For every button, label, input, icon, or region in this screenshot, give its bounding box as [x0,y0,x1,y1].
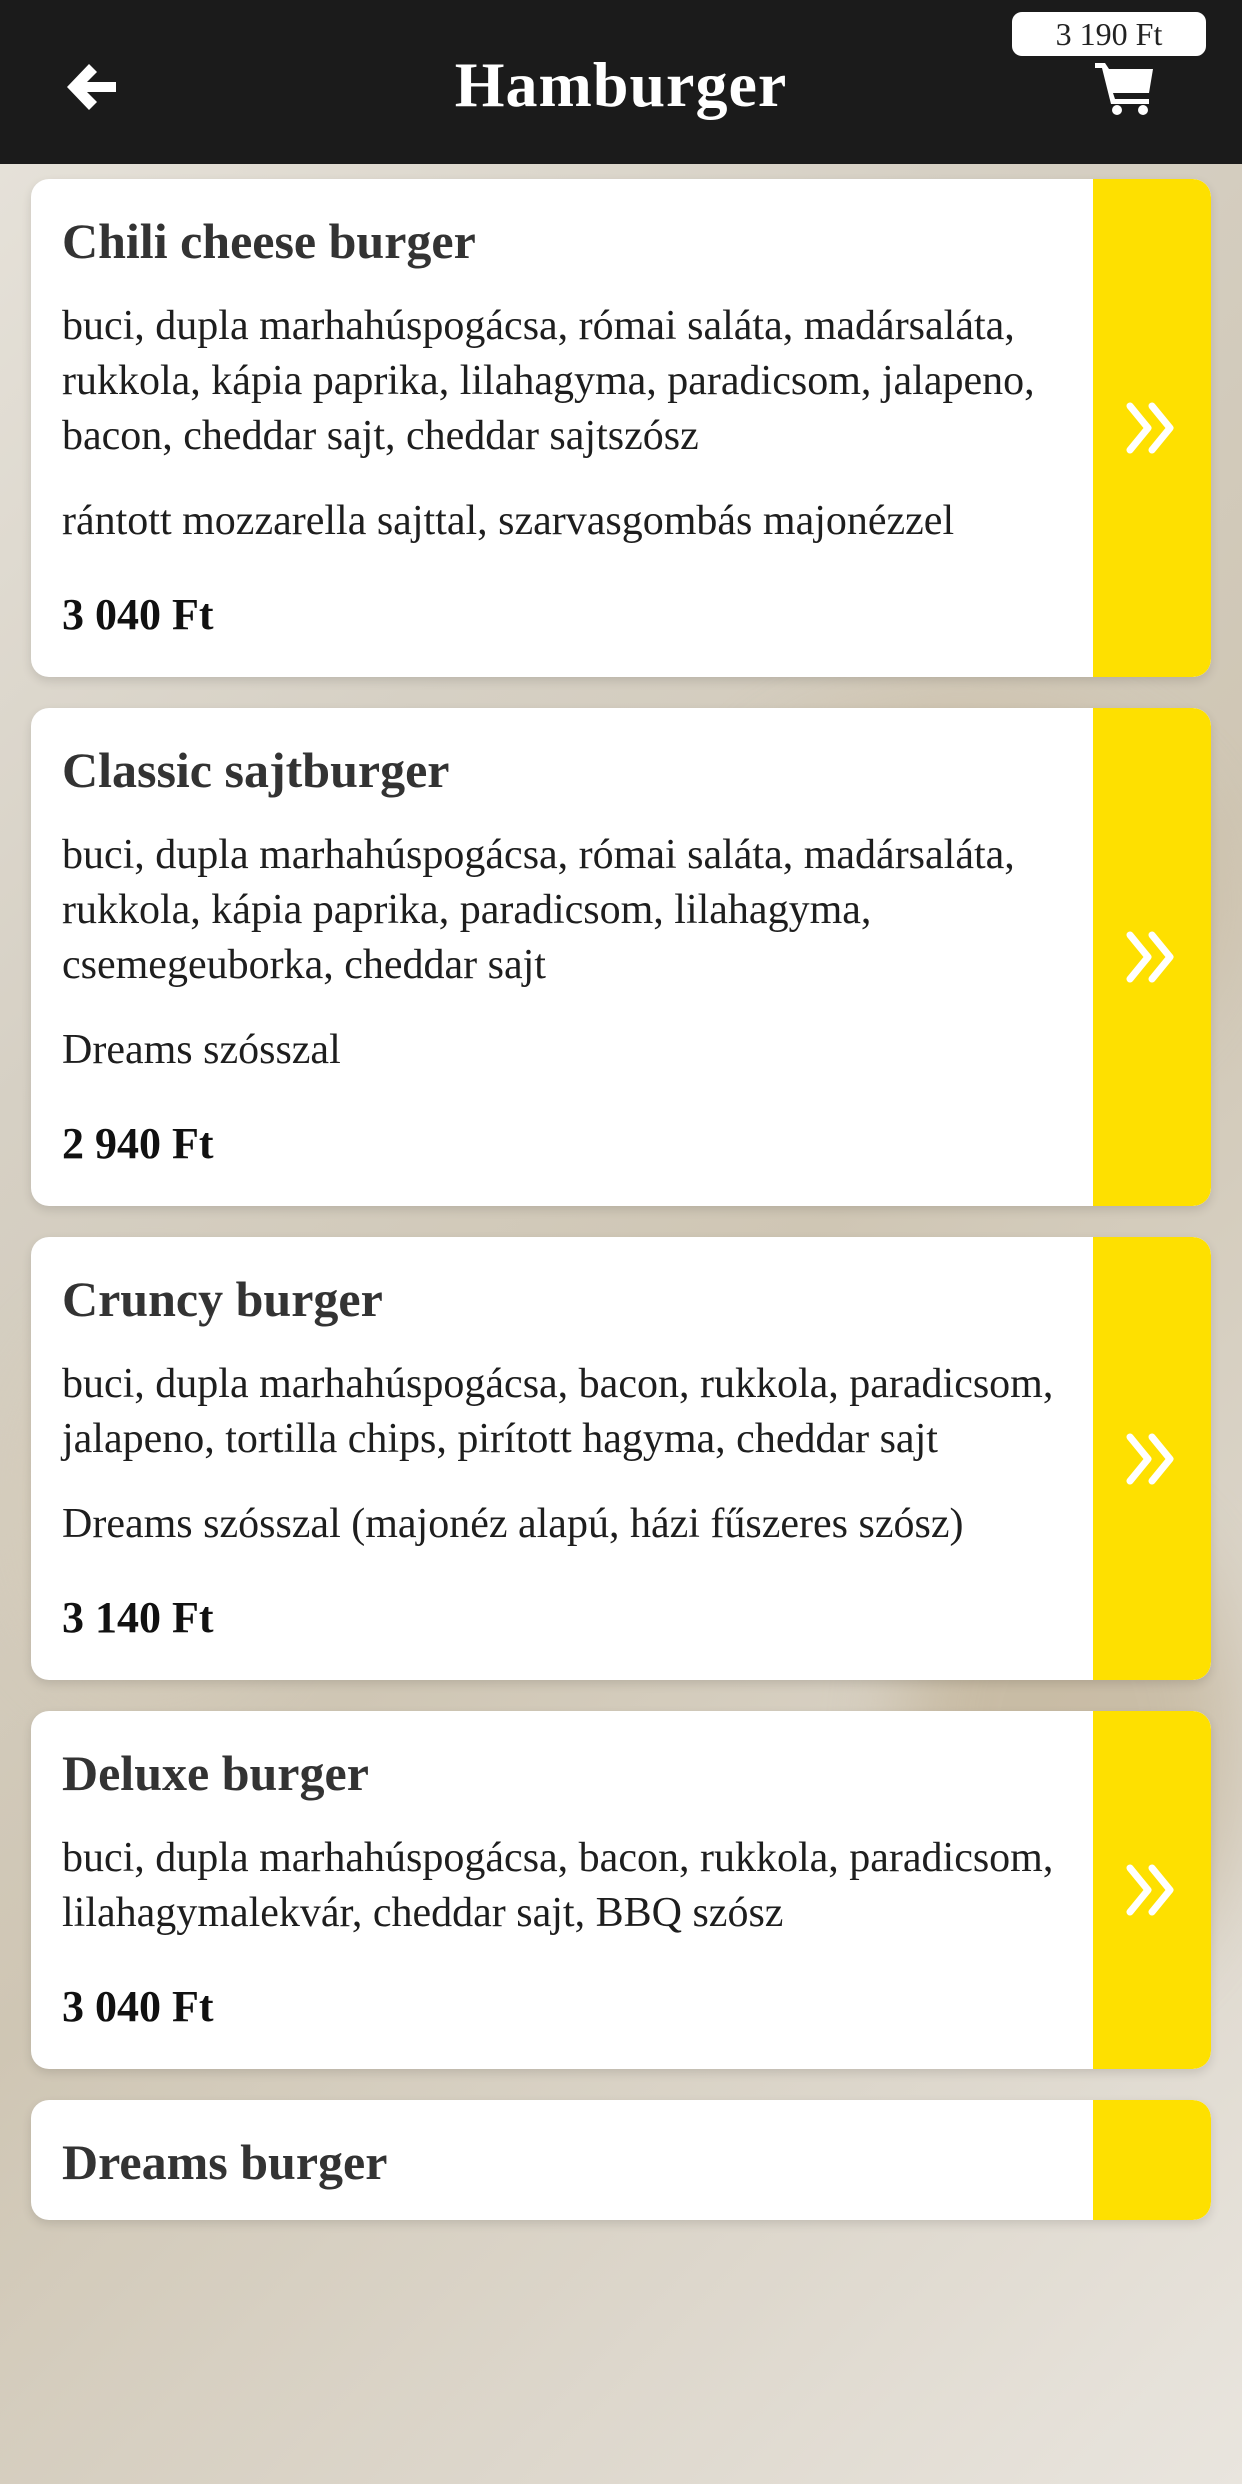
product-card-body [31,2100,1093,2220]
product-card[interactable] [31,179,1211,677]
product-price: 3 040 Ft [62,590,214,639]
product-card[interactable] [31,1237,1211,1680]
cart-total-badge[interactable]: 3 190 Ft [1010,10,1208,58]
product-description: buci, dupla marhahúspogácsa, római saláta, madársaláta, rukkola, kápia paprika, paradicsom, lilahagyma, csemegeuborka, cheddar sajt [62,832,1015,988]
open-product-button[interactable] [1093,708,1211,1206]
open-product-button[interactable] [1093,179,1211,677]
double-chevron-right-icon [1126,929,1178,985]
product-note: Dreams szósszal (majonéz alapú, házi fűszeres szósz) [62,1501,964,1547]
product-name: Chili cheese burger [62,213,476,269]
product-card[interactable] [31,1711,1211,2069]
product-name: Classic sajtburger [62,742,450,798]
double-chevron-right-icon [1126,1431,1178,1487]
product-card-body [31,708,1093,1206]
cart-button[interactable] [1080,48,1170,128]
product-price: 3 140 Ft [62,1593,214,1642]
product-card-body [31,1711,1093,2069]
product-price: 2 940 Ft [62,1119,214,1168]
double-chevron-right-icon [1126,400,1178,456]
product-description: buci, dupla marhahúspogácsa, bacon, rukkola, paradicsom, lilahagymalekvár, cheddar sajt, BBQ szósz [62,1835,1054,1936]
product-name: Deluxe burger [62,1745,369,1801]
product-name: Cruncy burger [62,1271,383,1327]
product-card[interactable] [31,2100,1211,2220]
product-note: Dreams szósszal [62,1027,341,1073]
product-description: buci, dupla marhahúspogácsa, római saláta, madársaláta, rukkola, kápia paprika, lilahagyma, paradicsom, jalapeno, bacon, cheddar sajt, cheddar sajtszósz [62,303,1035,459]
product-price: 3 040 Ft [62,1982,214,2031]
product-description: buci, dupla marhahúspogácsa, bacon, rukkola, paradicsom, jalapeno, tortilla chips, pirított hagyma, cheddar sajt [62,1361,1054,1462]
page-title: Hamburger [454,49,788,120]
product-card[interactable] [31,708,1211,1206]
product-list [31,179,1211,2251]
product-card-body [31,179,1093,677]
open-product-button[interactable] [1093,2100,1211,2220]
open-product-button[interactable] [1093,1711,1211,2069]
product-name: Dreams burger [62,2134,388,2190]
product-card-body [31,1237,1093,1680]
open-product-button[interactable] [1093,1237,1211,1680]
product-note: rántott mozzarella sajttal, szarvasgombás majonézzel [62,498,955,544]
double-chevron-right-icon [1126,1862,1178,1918]
shopping-cart-icon [1093,59,1157,117]
